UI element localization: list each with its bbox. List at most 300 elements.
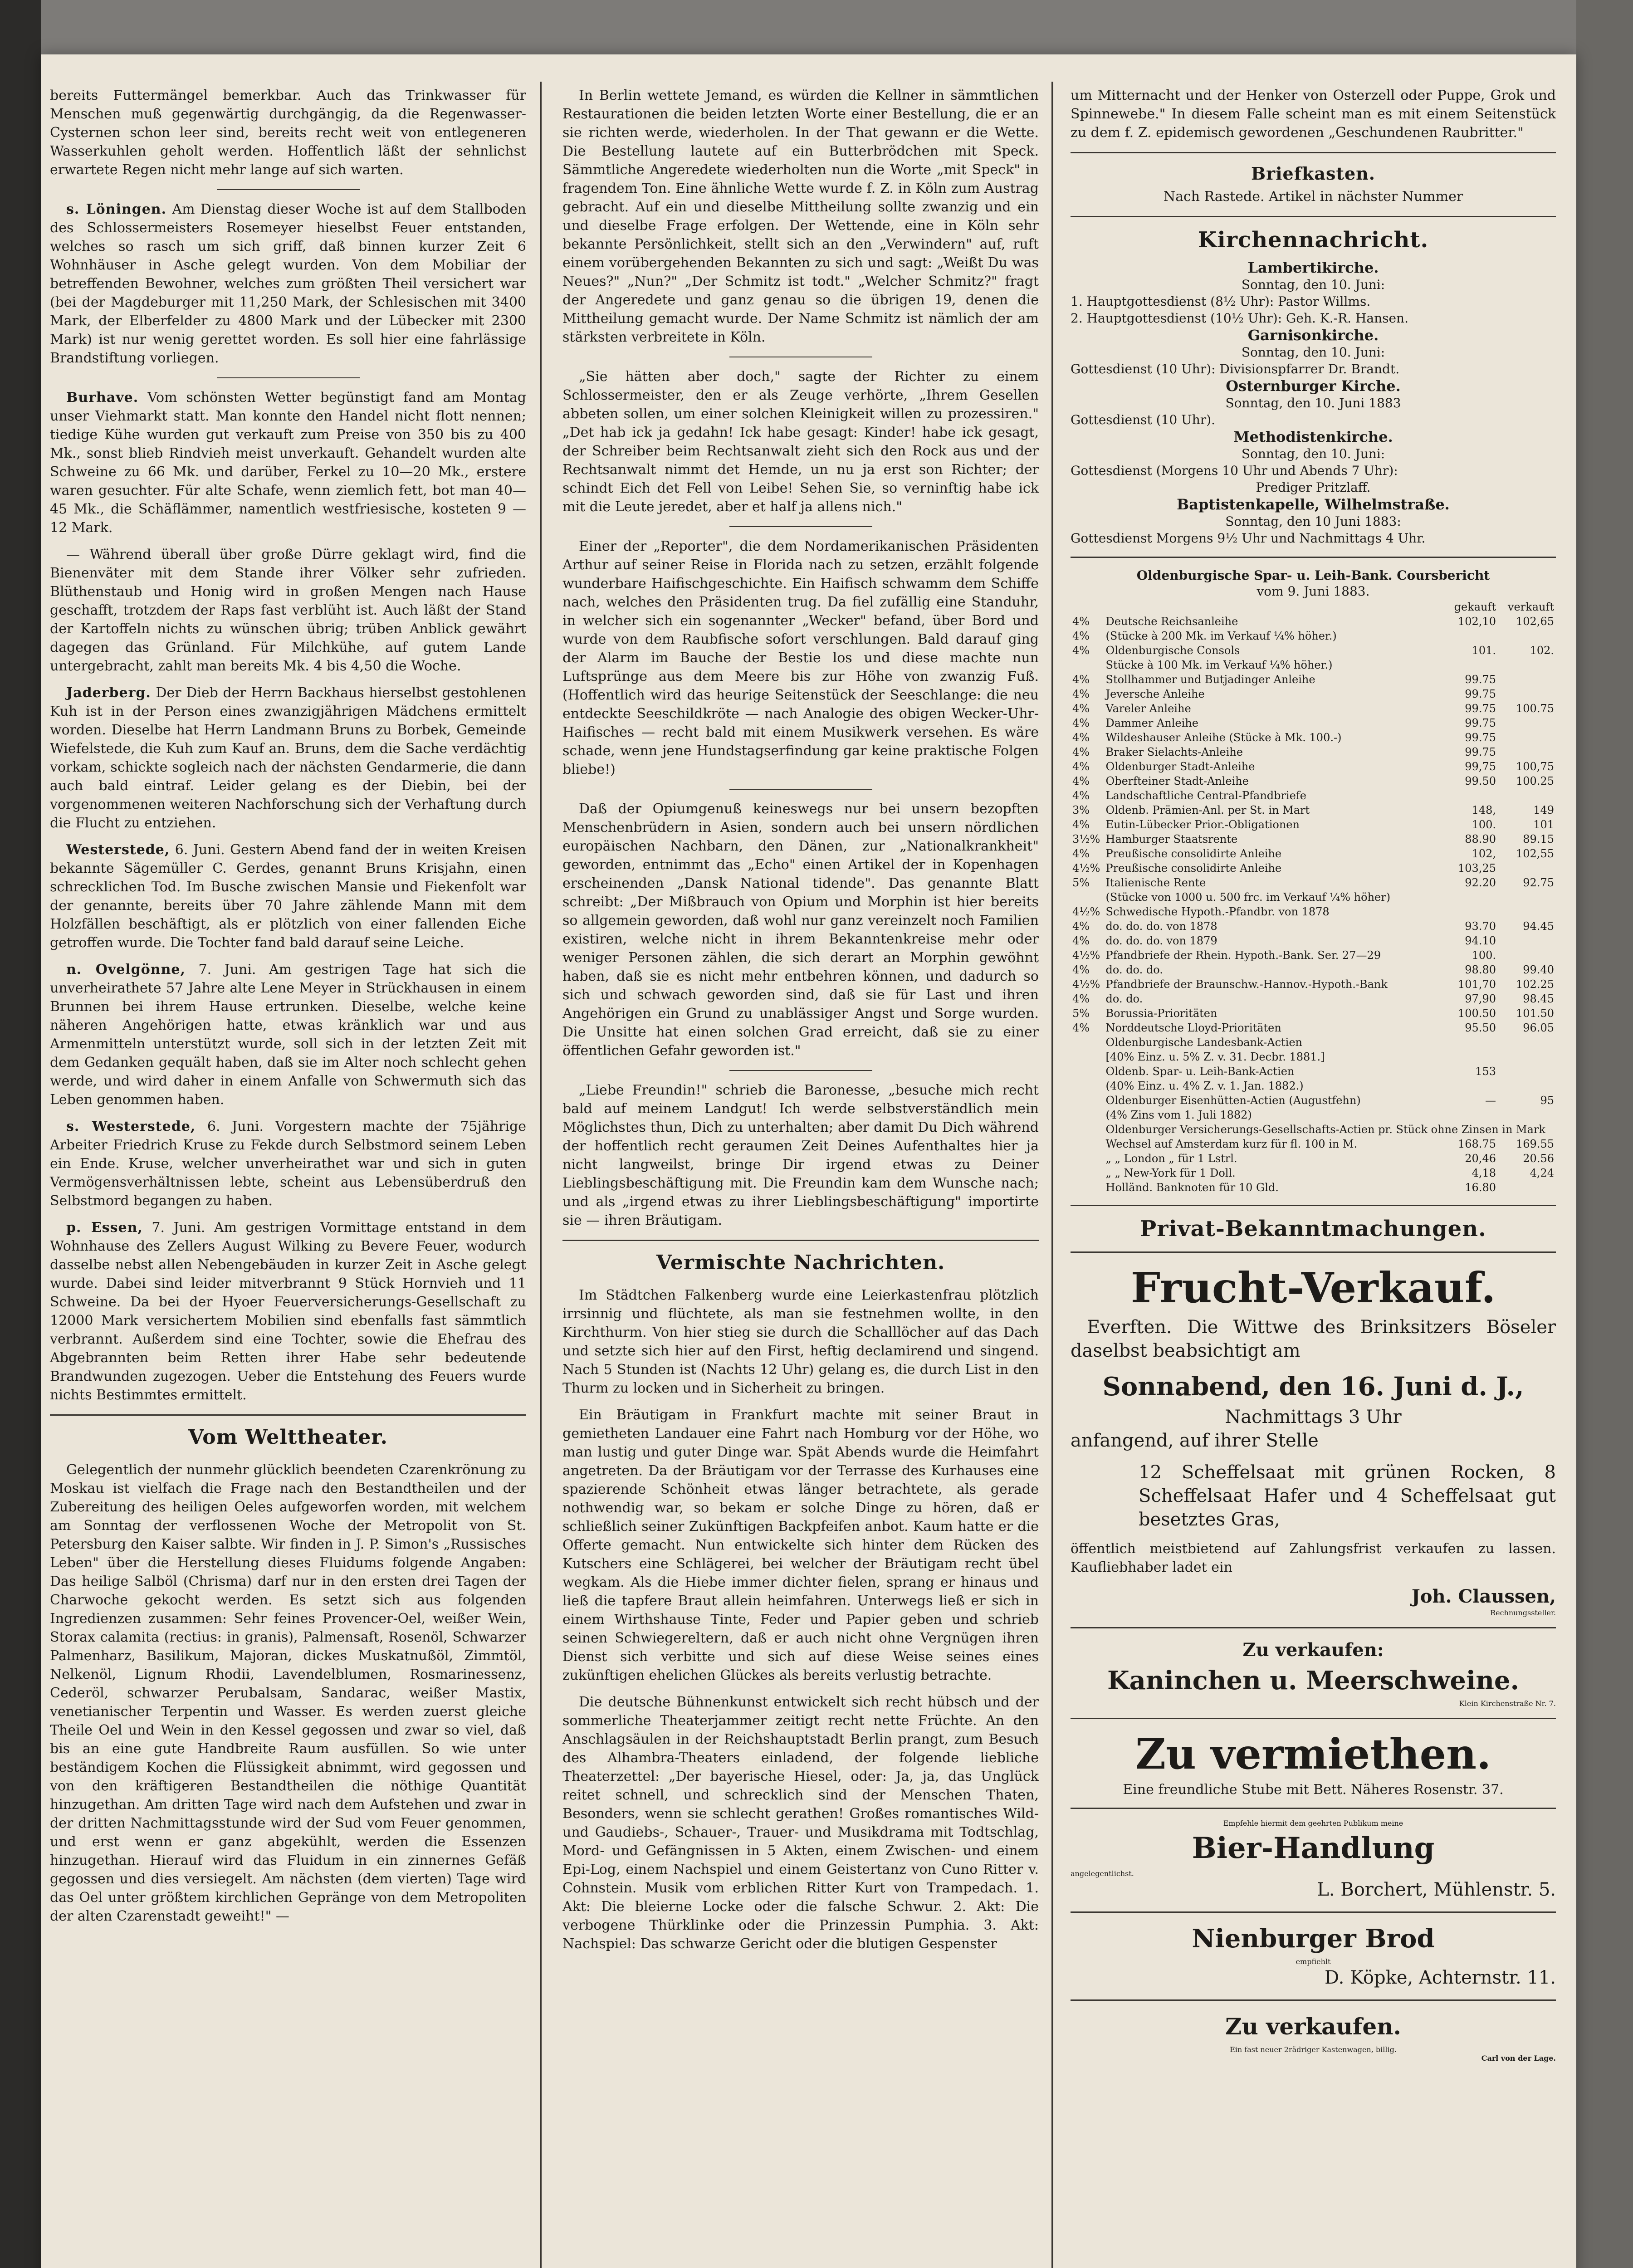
church-service-line: Sonntag, den 10. Juni 1883 xyxy=(1225,396,1401,411)
table-row xyxy=(1071,629,1556,643)
security-name-cell: (4% Zins vom 1. Juli 1882) xyxy=(1105,1109,1252,1121)
ad-kaninchen xyxy=(1071,1638,1556,1708)
security-name-cell: Landschaftliche Central-Pfandbriefe xyxy=(1105,789,1306,802)
rate-cell: 5% xyxy=(1072,876,1090,889)
ad-intro: Empfehle hiermit dem geehrten Publikum meine xyxy=(1223,1819,1403,1828)
sold-price-cell: 102. xyxy=(1530,644,1554,657)
church-service-line: Sonntag, den 10. Juni: xyxy=(1241,446,1385,461)
security-name-cell: Vareler Anleihe xyxy=(1105,702,1191,715)
security-name-cell: [40% Einz. u. 5% Z. v. 31. Decbr. 1881.] xyxy=(1105,1051,1325,1063)
place-name: s. Westerstede, xyxy=(66,1119,196,1134)
bought-price-cell: — xyxy=(1485,1094,1496,1107)
sold-price-cell: 96.05 xyxy=(1523,1022,1554,1034)
article-text: 6. Juni. Gestern Abend fand der in weiten Kreisen bekannte Sägemüller C. Gerdes, genannt Bruns Krisjahn, einen schrecklichen Tod. Im Busche zwischen Mansie und Fiekenfolt war der genannte, bereits über 70 Jahre zählende Mann mit dem Holzfällen beschäftigt, als er plötzlich von einer fallenden Eiche getroffen wurde. Die Tochter fand bald darauf seine Leiche. xyxy=(50,842,526,951)
table-row xyxy=(1071,948,1556,963)
sold-price-cell xyxy=(1498,1108,1556,1122)
article-text: um Mitternacht und der Henker von Osterzell oder Puppe, Grok und Spinnewebe." In diesem Falle scheint man es mit einem Seitenstück zu dem f. Z. epidemisch gewordenen „Geschundenen Raubritter." xyxy=(1071,88,1556,141)
bought-price-cell: 103,25 xyxy=(1458,862,1496,875)
rate-cell: 4% xyxy=(1072,731,1090,744)
table-row xyxy=(1071,963,1556,977)
security-name-cell: Hamburger Staatsrente xyxy=(1105,833,1238,846)
bought-price-cell: 100. xyxy=(1472,949,1496,962)
rate-cell: 4% xyxy=(1072,746,1090,758)
rate-cell xyxy=(1071,1050,1104,1064)
bought-price-cell: 102,10 xyxy=(1458,615,1496,628)
table-row xyxy=(1071,716,1556,730)
ad-title: Zu verkaufen. xyxy=(1225,2013,1401,2040)
section-heading: Vermischte Nachrichten. xyxy=(656,1251,945,1274)
table-row xyxy=(1071,1108,1556,1122)
column-header: gekauft xyxy=(1454,601,1496,613)
divider xyxy=(217,189,360,190)
church-service-line: Sonntag, den 10. Juni: xyxy=(1241,277,1385,292)
bought-price-cell: 99,75 xyxy=(1465,760,1496,773)
ad-signature: Joh. Claussen, xyxy=(1411,1586,1556,1607)
divider xyxy=(1071,1808,1556,1809)
sold-price-cell: 20.56 xyxy=(1523,1152,1554,1165)
column-rule xyxy=(1051,82,1053,2268)
article-text: Der Dieb der Herrn Backhaus hierselbst gestohlenen Kuh ist in der Person eines zwanzigjährigen Mädchens ermittelt worden. Dieselbe hat Herrn Landmann Bruns zu Borbek, Gemeinde Wiefelstede, die Kuh zum Kauf an. Bruns, dem die Sache verdächtig vorkam, schickte sogleich nach der nächsten Gendarmerie, die dann auch bald eintraf. Leider gelang es der Diebin, bei der vorgenommenen weiteren Nachforschung sich der Verhaftung durch die Flucht zu entziehen. xyxy=(50,685,526,831)
bought-price-cell: 102, xyxy=(1472,847,1496,860)
sold-price-cell: 102.25 xyxy=(1516,978,1554,991)
bought-price-cell: 99.75 xyxy=(1465,688,1496,700)
sold-price-cell xyxy=(1498,861,1556,875)
table-row xyxy=(1071,832,1556,846)
security-name-cell: Oldenburgische Consols xyxy=(1105,644,1240,657)
ad-signature: L. Borchert, Mühlenstr. 5. xyxy=(1317,1879,1556,1900)
security-name-cell: Eutin-Lübecker Prior.-Obligationen xyxy=(1105,818,1300,831)
ad-text: Ein fast neuer 2rädriger Kastenwagen, billig. xyxy=(1230,2045,1397,2054)
sold-price-cell: 92.75 xyxy=(1523,876,1554,889)
rate-cell: 5% xyxy=(1072,1007,1090,1020)
divider xyxy=(50,1414,526,1416)
rate-cell xyxy=(1071,1093,1104,1108)
security-name-cell: Wildeshauser Anleihe (Stücke à Mk. 100.-) xyxy=(1105,731,1342,744)
rate-cell: 4% xyxy=(1072,934,1090,947)
bought-price-cell: 20,46 xyxy=(1465,1152,1496,1165)
sold-price-cell: 100,75 xyxy=(1516,760,1554,773)
church-service-line: Gottesdienst Morgens 9½ Uhr und Nachmittags 4 Uhr. xyxy=(1071,531,1426,546)
bank-report-title: Oldenburgische Spar- u. Leih-Bank. Coursbericht xyxy=(1136,568,1490,583)
sold-price-cell: 102,55 xyxy=(1516,847,1554,860)
bought-price-cell: 100.50 xyxy=(1458,1007,1496,1020)
church-name: Garnisonkirche. xyxy=(1247,327,1379,344)
bought-price-cell: 88.90 xyxy=(1465,833,1496,846)
article-text: Die deutsche Bühnenkunst entwickelt sich recht hübsch und der sommerliche Theaterjammer zeitigt recht nette Früchte. An den Anschlagsäulen in der Reichshauptstadt Berlin prangt, zum Besuch des Alhambra-Theaters einladend, der folgende liebliche Theaterzettel: „Der bayerische Hiesel, oder: Ja, ja, das Unglück reitet schnell, und schrecklich sind der Menschen Thaten, Besonders, wenn sie schlecht gerathen! Großes romantisches Wild- und Gaudiebs-, Schauer-, Trauer- und Musikdrama mit Todtschlag, Mord- und Gefängnissen in 5 Akten, einem Zwischen- und einem Epi-Log, einem Nachspiel und einem Geistertanz von Cuno Ritter v. Cohnstein. Musik vom erblichen Ritter Kurt von Trampedach. 1. Akt: Die bleierne Locke oder die falsche Schwur. 2. Akt: Die verbogene Thürklinke oder die Prinzessin Pumphia. 3. Akt: Nachspiel: Das schwarze Gericht oder die blutigen Gespenster xyxy=(562,1694,1039,1952)
article-text: Vom schönsten Wetter begünstigt fand am Montag unser Viehmarkt statt. Man konnte den Handel nicht flott nennen; tiedige Kühe wurden gut verkauft zum Preise von 350 bis zu 400 Mk., sonst blieb Rindvieh meist unverkauft. Gehandelt wurden alte Schweine zu 66 Mk. und darüber, Ferkel zu 10—20 Mk., erstere waren gesuchter. Für alte Schafe, wenn ziemlich fett, bot man 40—45 Mk., die Schäflämmer, namentlich westfriesische, kosteten 9 — 12 Mark. xyxy=(50,390,526,536)
ad-text: anfangend, auf ihrer Stelle xyxy=(1071,1430,1319,1451)
table-row xyxy=(1071,788,1556,803)
ad-time: Nachmittags 3 Uhr xyxy=(1225,1407,1402,1427)
rate-cell: 4% xyxy=(1072,615,1090,628)
ad-items: 12 Scheffelsaat mit grünen Rocken, 8 Scheffelsaat Hafer und 4 Scheffelsaat gut besetztes Gras, xyxy=(1139,1462,1556,1530)
security-name-cell: Holländ. Banknoten für 10 Gld. xyxy=(1105,1181,1279,1194)
article-text: 6. Juni. Vorgestern machte der 75jährige Arbeiter Friedrich Kruse zu Fekde durch Selbstmord seinem Leben ein Ende. Kruse, welcher unverheirathet war und sich in guten Vermögensverhältnissen lebte, scheint aus Lebensüberdruß den Selbstmord begangen zu haben. xyxy=(50,1119,526,1209)
bought-price-cell: 95.50 xyxy=(1465,1022,1496,1034)
column-2 xyxy=(562,86,1039,2268)
place-name: Jaderberg. xyxy=(66,685,151,701)
church-service-line: Gottesdienst (Morgens 10 Uhr und Abends 7 Uhr): xyxy=(1071,463,1398,478)
rate-cell: 4% xyxy=(1072,847,1090,860)
security-name-cell: Jeversche Anleihe xyxy=(1105,688,1205,700)
bought-price-cell: 153 xyxy=(1475,1065,1496,1078)
news-item xyxy=(50,1218,526,1404)
rate-cell: 4½% xyxy=(1072,949,1100,962)
bought-price-cell: 94.10 xyxy=(1465,934,1496,947)
table-row xyxy=(1071,919,1556,934)
church-name: Osternburger Kirche. xyxy=(1226,377,1401,395)
church-news-heading: Kirchennachricht. xyxy=(1198,227,1429,253)
news-item xyxy=(50,200,526,367)
rate-cell: 4½% xyxy=(1072,978,1100,991)
sold-price-cell xyxy=(1498,658,1556,672)
bought-price-cell: 92.20 xyxy=(1465,876,1496,889)
church-name: Lambertikirche. xyxy=(1247,259,1379,276)
divider xyxy=(217,377,360,378)
rate-cell: 4% xyxy=(1072,818,1090,831)
bought-price-cell: 93.70 xyxy=(1465,920,1496,933)
security-name-cell: Borussia-Prioritäten xyxy=(1105,1007,1217,1020)
article-text: „Sie hätten aber doch," sagte der Richter zu einem Schlossermeister, den er als Zeuge verhörte, „Ihrem Gesellen abbeten sollen, um einer solchen Kleinigkeit willen zu prozessiren." „Det hab ick ja gedahn! Ick habe gesagt: Kinder! habe ick gesagt, der Schreiber beim Rechtsanwalt zieht sich den Rock aus und der Rechtsanwalt nimmt det Hemde, un nu ja erst son Richter; der schindt Eich det Fell von Leibe! Sehen Sie, so verninftig habe ick mit die Leute jeredet, aber et half ja allens nich." xyxy=(562,369,1039,515)
rate-cell xyxy=(1071,1035,1104,1050)
bought-price-cell xyxy=(1440,904,1498,919)
ad-date: Sonnabend, den 16. Juni d. J., xyxy=(1102,1372,1524,1402)
ad-title: Nienburger Brod xyxy=(1192,1924,1435,1954)
security-name-cell: Oldenburger Versicherungs-Gesellschafts-Actien pr. Stück ohne Zinsen in Mark xyxy=(1105,1123,1545,1136)
table-row xyxy=(1071,672,1556,687)
bought-price-cell xyxy=(1440,1108,1498,1122)
security-name-cell: Pfandbriefe der Rhein. Hypoth.-Bank. Ser. 27—29 xyxy=(1105,949,1381,962)
divider xyxy=(1071,557,1556,558)
sold-price-cell xyxy=(1498,1035,1556,1050)
table-row xyxy=(1071,1166,1556,1180)
church-services xyxy=(1071,259,1556,547)
security-name-cell: Oldenburger Eisenhütten-Actien (Augustfehn) xyxy=(1105,1094,1361,1107)
ad-title: Kaninchen u. Meerschweine. xyxy=(1107,1666,1520,1696)
news-item xyxy=(50,841,526,952)
church-service-line: 2. Hauptgottesdienst (10½ Uhr): Geh. K.-R. Hansen. xyxy=(1071,311,1408,326)
rate-cell: 4% xyxy=(1072,992,1090,1005)
sold-price-cell xyxy=(1498,672,1556,687)
rate-cell: 4% xyxy=(1072,1022,1090,1034)
security-name-cell: Oberfteiner Stadt-Anleihe xyxy=(1105,775,1249,787)
security-name-cell: (Stücke à 200 Mk. im Verkauf ¼% höher.) xyxy=(1105,630,1337,642)
ad-nienburger-brod xyxy=(1071,1923,1556,1989)
rate-cell: 4% xyxy=(1072,673,1090,686)
security-name-cell: Oldenburgische Landesbank-Actien xyxy=(1105,1036,1302,1049)
rate-cell: 4½% xyxy=(1072,862,1100,875)
table-row xyxy=(1071,1064,1556,1079)
exchange-rate-table xyxy=(1071,600,1556,1195)
sold-price-cell xyxy=(1498,687,1556,701)
bought-price-cell xyxy=(1440,629,1498,643)
bought-price-cell xyxy=(1440,890,1498,904)
security-name-cell: Stücke à 100 Mk. im Verkauf ¼% höher.) xyxy=(1105,659,1333,671)
bought-price-cell: 99.75 xyxy=(1465,673,1496,686)
church-service-line: Prediger Pritzlaff. xyxy=(1256,480,1371,495)
bought-price-cell xyxy=(1440,788,1498,803)
place-name: Westerstede, xyxy=(66,842,170,858)
table-row xyxy=(1071,1180,1556,1195)
security-name-cell: Stollhammer und Butjadinger Anleihe xyxy=(1105,673,1315,686)
rate-cell xyxy=(1071,658,1104,672)
church-name: Baptistenkapelle, Wilhelmstraße. xyxy=(1177,496,1450,513)
table-row xyxy=(1071,1122,1556,1137)
security-name-cell: Italienische Rente xyxy=(1105,876,1206,889)
ad-heading: Zu verkaufen: xyxy=(1242,1639,1384,1661)
bought-price-cell: 97,90 xyxy=(1465,992,1496,1005)
bank-report-date: vom 9. Juni 1883. xyxy=(1257,584,1370,599)
table-row xyxy=(1071,730,1556,745)
table-row xyxy=(1071,1035,1556,1050)
security-name-cell: (40% Einz. u. 4% Z. v. 1. Jan. 1882.) xyxy=(1105,1080,1304,1092)
table-row xyxy=(1071,1093,1556,1108)
divider xyxy=(1071,1999,1556,2001)
rate-cell xyxy=(1071,1137,1104,1151)
security-name-cell: Pfandbriefe der Braunschw.-Hannov.-Hypoth.-Bank xyxy=(1105,978,1388,991)
sold-price-cell xyxy=(1498,788,1556,803)
divider xyxy=(1071,1627,1556,1628)
table-row xyxy=(1071,614,1556,629)
briefkasten-text: Nach Rastede. Artikel in nächster Nummer xyxy=(1163,189,1463,205)
security-name-cell: Deutsche Reichsanleihe xyxy=(1105,615,1238,628)
sold-price-cell: 4,24 xyxy=(1530,1167,1554,1179)
divider xyxy=(729,789,872,790)
security-name-cell: do. do. do. von 1878 xyxy=(1105,920,1217,933)
page-edge xyxy=(1576,0,1633,2268)
bought-price-cell: 148, xyxy=(1472,804,1496,816)
rate-cell: 4% xyxy=(1072,630,1090,642)
ad-text: empfiehlt xyxy=(1296,1957,1331,1966)
bought-price-cell: 99.75 xyxy=(1465,746,1496,758)
sold-price-cell: 94.45 xyxy=(1523,920,1554,933)
security-name-cell: Oldenb. Prämien-Anl. per St. in Mart xyxy=(1105,804,1310,816)
bought-price-cell: 101. xyxy=(1472,644,1496,657)
ad-signature: Carl von der Lage. xyxy=(1481,2054,1556,2063)
rate-cell: 4½% xyxy=(1072,905,1100,918)
security-name-cell: „ „ New-York für 1 Doll. xyxy=(1105,1167,1236,1179)
security-name-cell: Oldenburger Stadt-Anleihe xyxy=(1105,760,1255,773)
ad-bier-handlung xyxy=(1071,1819,1556,1901)
sold-price-cell: 101 xyxy=(1533,818,1554,831)
rate-cell xyxy=(1071,1180,1104,1195)
table-row xyxy=(1071,643,1556,658)
table-row xyxy=(1071,803,1556,817)
table-row xyxy=(1071,774,1556,788)
bought-price-cell: 99.75 xyxy=(1465,702,1496,715)
rate-cell: 4% xyxy=(1072,920,1090,933)
ad-vermiethen xyxy=(1071,1729,1556,1798)
church-service-line: Sonntag, den 10. Juni: xyxy=(1241,345,1385,360)
security-name-cell: Wechsel auf Amsterdam kurz für fl. 100 in M. xyxy=(1105,1138,1358,1150)
sold-price-cell: 100.75 xyxy=(1516,702,1554,715)
table-row xyxy=(1071,1079,1556,1093)
rate-cell xyxy=(1071,1064,1104,1079)
rate-cell: 4% xyxy=(1072,644,1090,657)
divider xyxy=(1071,1718,1556,1719)
bought-price-cell: 101,70 xyxy=(1458,978,1496,991)
bought-price-cell: 16.80 xyxy=(1465,1181,1496,1194)
rate-cell xyxy=(1071,1108,1104,1122)
table-row xyxy=(1071,1006,1556,1021)
table-row xyxy=(1071,687,1556,701)
sold-price-cell xyxy=(1498,1180,1556,1195)
rate-cell: 4% xyxy=(1072,775,1090,787)
section-heading: Vom Welttheater. xyxy=(188,1426,388,1449)
security-name-cell: Preußische consolidirte Anleihe xyxy=(1105,862,1282,875)
rate-cell: 4% xyxy=(1072,760,1090,773)
bought-price-cell: 4,18 xyxy=(1472,1167,1496,1179)
rate-cell: 4% xyxy=(1072,688,1090,700)
security-name-cell: Preußische consolidirte Anleihe xyxy=(1105,847,1282,860)
article-text: bereits Futtermängel bemerkbar. Auch das Trinkwasser für Menschen muß gegenwärtig durchgängig, da die Regenwasser-Cysternen schon leer sind, bereits recht weit von entlegeneren Wasserkuhlen geholt werden. Hoffentlich läßt der sehnlichst erwartete Regen nicht mehr lange auf sich warten. xyxy=(50,88,526,178)
ad-title: Frucht-Verkauf. xyxy=(1130,1263,1496,1312)
ad-kastenwagen xyxy=(1071,2011,1556,2063)
column-rule xyxy=(540,82,542,2268)
article-text: In Berlin wettete Jemand, es würden die Kellner in sämmtlichen Restaurationen die beiden letzten Worte einer Bestellung, die er an sie richten werde, wiederholen. In der That gewann er die Wette. Die Bestellung lautete auf ein Butterbrödchen mit Speck. Sämmtliche Angeredete wiederholten nun die Worte „mit Speck" in fragendem Ton. Eine ähnliche Wette wurde f. Z. in Köln zum Austrag gebracht. Auf ein und dieselbe Mittheilung sollte zwanzig und ein und dieselbe Frage erfolgen. Der Wettende, eine in Köln sehr bekannte Persönlichkeit, stellt sich an den „Verwindern" auf, ruft einem vorübergehenden Bekannten zu sich und sagt: „Weißt Du was Neues?" „Nun?" „Der Schmitz ist todt." „Welcher Schmitz?" fragt der Angeredete und ganz genau so die übrigen 19, denen die Mittheilung gemacht wurde. Der Name Schmitz ist nämlich der am stärksten verbreitete in Köln. xyxy=(562,88,1039,345)
sold-price-cell xyxy=(1498,716,1556,730)
bought-price-cell: 99.50 xyxy=(1465,775,1496,787)
article-text: 7. Juni. Am gestrigen Vormittage entstand in dem Wohnhause des Zellers August Wilking zu Bevere Feuer, wodurch dasselbe nebst allen Nebengebäuden in kurzer Zeit in Asche gelegt wurde. Dabei sind leider mitverbrannt 9 Stück Hornvieh und 11 Schweine. Da bei der Hyoer Feuerversicherungs-Gesellschaft zu 12000 Mark versichertem Mobilien sind ebenfalls fast sämmtlich verbrannt. Außerdem sind eine Tochter, sowie die Ehefrau des Abgebrannten beim Retten ihrer Habe sehr bedeutende Brandwunden zugezogen. Ueber die Entstehung des Feuers wurde nichts Bestimmtes ermittelt. xyxy=(50,1220,526,1403)
bought-price-cell xyxy=(1440,1050,1498,1064)
table-row xyxy=(1071,904,1556,919)
ad-frucht-verkauf xyxy=(1071,1263,1556,1617)
column-1 xyxy=(50,86,526,2268)
bought-price-cell xyxy=(1440,1035,1498,1050)
table-row xyxy=(1071,861,1556,875)
article-text: Im Städtchen Falkenberg wurde eine Leierkastenfrau plötzlich irrsinnig und flüchtete, als man sie festnehmen wollte, in den Kirchthurm. Von hier stieg sie durch die Schalllöcher auf das Dach und setzte sich hier auf den First, heftig declamirend und singend. Nach 5 Stunden ist (Nachts 12 Uhr) gelang es, die durch List in den Thurm zu locken und in Sicherheit zu bringen. xyxy=(562,1287,1039,1396)
newspaper-page xyxy=(41,54,1576,2268)
table-row xyxy=(1071,658,1556,672)
book-spine xyxy=(0,0,41,2268)
ad-text: Everften. Die Wittwe des Brinksitzers Böseler daselbst beabsichtigt am xyxy=(1071,1317,1556,1361)
private-notices-heading: Privat-Bekanntmachungen. xyxy=(1140,1216,1486,1242)
sold-price-cell xyxy=(1498,1064,1556,1079)
news-item xyxy=(50,1117,526,1210)
rate-cell: 4% xyxy=(1072,702,1090,715)
place-name: s. Löningen. xyxy=(66,201,167,217)
security-name-cell: „ „ London „ für 1 Lstrl. xyxy=(1105,1152,1237,1165)
sold-price-cell: 95 xyxy=(1540,1094,1554,1107)
divider xyxy=(1071,152,1556,153)
ad-title: Zu vermiethen. xyxy=(1135,1730,1491,1779)
ad-text: öffentlich meistbietend auf Zahlungsfrist verkaufen zu lassen. Kaufliebhaber ladet ein xyxy=(1071,1541,1556,1575)
sold-price-cell xyxy=(1498,1079,1556,1093)
bought-price-cell: 98.80 xyxy=(1465,963,1496,976)
place-name: p. Essen, xyxy=(66,1220,143,1236)
security-name-cell: Oldenb. Spar- u. Leih-Bank-Actien xyxy=(1105,1065,1295,1078)
news-item xyxy=(50,388,526,537)
sold-price-cell xyxy=(1498,730,1556,745)
rate-cell xyxy=(1071,1122,1104,1137)
table-row xyxy=(1071,817,1556,832)
security-name-cell: Norddeutsche Lloyd-Prioritäten xyxy=(1105,1022,1281,1034)
table-row xyxy=(1071,890,1556,904)
news-item xyxy=(50,960,526,1109)
sold-price-cell: 149 xyxy=(1533,804,1554,816)
bought-price-cell xyxy=(1440,1079,1498,1093)
ad-signature-title: Rechnungssteller. xyxy=(1490,1608,1556,1617)
table-row xyxy=(1071,846,1556,861)
sold-price-cell xyxy=(1498,629,1556,643)
sold-price-cell: 100.25 xyxy=(1516,775,1554,787)
ad-title: Bier-Handlung xyxy=(1192,1831,1435,1865)
sold-price-cell xyxy=(1498,934,1556,948)
divider xyxy=(1071,1251,1556,1253)
security-name-cell: (Stücke von 1000 u. 500 frc. im Verkauf ¼% höher) xyxy=(1105,891,1391,904)
article-text: Am Dienstag dieser Woche ist auf dem Stallboden des Schlossermeisters Rosemeyer hieselbst Feuer entstanden, welches so rasch um sich griff, daß binnen kurzer Zeit 6 Wohnhäuser in Asche gelegt wurden. Von dem Mobiliar der betreffenden Bewohner, welches zum größten Theil versichert war (bei der Magdeburger mit 11,250 Mark, der Schlesischen mit 3400 Mark, der Elberfelder zu 4800 Mark und der Lübecker mit 2300 Mark) ist nur wenig gerettet worden. Es soll hier eine fahrlässige Brandstiftung vorliegen. xyxy=(50,201,526,366)
rate-cell: 4% xyxy=(1072,789,1090,802)
article-text: 7. Juni. Am gestrigen Tage hat sich die unverheirathete 57 Jahre alte Lene Meyer in Strückhausen in einem Brunnen bei ihrem Hause ertrunken. Dieselbe, welche keine näheren Angehörigen hatte, etwas kränklich war und aus Armenmitteln unterstützt wurde, soll sich in der letzten Zeit mit dem Gedanken gequält haben, daß sie im Alter noch schlecht gehen werde, und wird daher in einem Anfalle von Schwermuth sich das Leben genommen haben. xyxy=(50,962,526,1108)
briefkasten-heading: Briefkasten. xyxy=(1251,163,1376,184)
sold-price-cell: 89.15 xyxy=(1523,833,1554,846)
news-item xyxy=(50,684,526,832)
sold-price-cell: 169.55 xyxy=(1516,1138,1554,1150)
table-row xyxy=(1071,934,1556,948)
rate-cell xyxy=(1071,1151,1104,1166)
rate-cell: 3% xyxy=(1072,804,1090,816)
security-name-cell: Braker Sielachts-Anleihe xyxy=(1105,746,1243,758)
divider xyxy=(562,1240,1039,1241)
bought-price-cell: 99.75 xyxy=(1465,731,1496,744)
security-name-cell: do. do. do. xyxy=(1105,963,1163,976)
sold-price-cell xyxy=(1498,1050,1556,1064)
divider xyxy=(1071,216,1556,217)
rate-cell: 3½% xyxy=(1072,833,1100,846)
table-row xyxy=(1071,701,1556,716)
article-text: Gelegentlich der nunmehr glücklich beendeten Czarenkrönung zu Moskau ist vielfach die Frage nach den Bestandtheilen und der Zubereitung des heiligen Oeles aufgeworfen worden, mit welchem am Sonntag der verflossenen Woche der Metropolit von St. Petersburg den Kaiser salbte. Wir finden in J. P. Simon's „Russisches Leben" über die Herstellung dieses Fluidums folgende Angaben: Das heilige Salböl (Chrisma) darf nur in den ersten drei Tagen der Charwoche gekocht werden. Es setzt sich aus folgenden Ingredienzen zusammen: Sehr feines Provencer-Oel, weißer Wein, Storax calamita (rectius: in granis), Palmensaft, Rosenöl, Schwarzer Palmenharz, Basilikum, Majoran, dickes Muskatnußöl, Zimmtöl, Nelkenöl, Lignum Rhodii, Lavendelblumen, Rosmarinessenz, Cederöl, schwarzer Perubalsam, Sandarac, weißer Mastix, venetianischer Terpentin und Wasser. Es werden zuerst gleiche Theile Oel und Wein in den Kessel gegossen und zwar so viel, daß bis an eine gute Handbreite Raum ausfüllen. So wie unter beständigem Kochen die Flüssigkeit abnimmt, wird gegossen und von den kräftigeren Bestandtheilen die nöthige Quantität hinzugethan. Am dritten Tage wird nach dem Aufstehen und zwar in der dritten Nachmittagsstunde wird der Sud vom Feuer genommen, und erst wenn er ganz abgekühlt, werden die Essenzen hinzugethan. Hierauf wird das Fluidum in ein zinnernes Gefäß gegossen und dies versiegelt. Am nächsten (dem vierten) Tage wird das Oel unter größtem kirchlichen Gepränge von dem Metropoliten der alten Czarenstadt geweiht!" — xyxy=(50,1462,526,1924)
ad-text: Eine freundliche Stube mit Bett. Näheres Rosenstr. 37. xyxy=(1123,1782,1504,1798)
article-text: — Während überall über große Dürre geklagt wird, find die Bienenväter mit dem Stande ihrer Völker sehr zufrieden. Blüthenstaub und Honig wird in großen Mengen nach Hause geschafft, trotzdem der Raps fast verblüht ist. Auch läßt der Stand der Kartoffeln nichts zu wünschen übrig; trüben Anblick gewährt dagegen das Grünland. Für Milchkühe, auf gutem Lande untergebracht, zahlt man bereits Mk. 4 bis 4,50 die Woche. xyxy=(50,547,526,674)
rate-cell xyxy=(1071,1166,1104,1180)
security-name-cell: Schwedische Hypoth.-Pfandbr. von 1878 xyxy=(1105,905,1330,918)
table-row xyxy=(1071,992,1556,1006)
church-service-line: Gottesdienst (10 Uhr). xyxy=(1071,412,1215,427)
divider xyxy=(1071,1205,1556,1206)
table-row xyxy=(1071,977,1556,992)
rate-cell xyxy=(1071,1079,1104,1093)
column-3 xyxy=(1071,86,1556,2268)
church-service-line: 1. Hauptgottesdienst (8½ Uhr): Pastor Willms. xyxy=(1071,294,1371,309)
divider xyxy=(1071,1911,1556,1913)
rate-cell: 4% xyxy=(1072,963,1090,976)
rate-cell: 4% xyxy=(1072,717,1090,729)
table-row xyxy=(1071,759,1556,774)
bought-price-cell: 168.75 xyxy=(1458,1138,1496,1150)
divider xyxy=(729,526,872,527)
table-row xyxy=(1071,1151,1556,1166)
sold-price-cell xyxy=(1498,948,1556,963)
sold-price-cell xyxy=(1498,904,1556,919)
place-name: Burhave. xyxy=(66,390,139,406)
ad-address: Klein Kirchenstraße Nr. 7. xyxy=(1459,1699,1556,1708)
church-service-line: Sonntag, den 10 Juni 1883: xyxy=(1225,514,1401,529)
article-text: Einer der „Reporter", die dem Nordamerikanischen Präsidenten Arthur auf seiner Reise in Florida nach zu setzen, erzählt folgende wunderbare Haifischgeschichte. Ein Haifisch schwamm dem Schiffe nach, welches den Präsidenten trug. Da fiel zufällig eine Standuhr, in welcher sich ein sogenannter „Wecker" befand, über Bord und wurde von dem Raubfische sofort verschlungen. Bald darauf ging der Alarm im Bauche der Bestie los und diese machte nun Luftsprünge aus dem Meere bis zur Höhe von zwanzig Fuß. (Hoffentlich wird das heurige Seitenstück der Seeschlange: die neu entdeckte Seeschildkröte — nach Analogie des obigen Wecker-Uhr-Haifisches — recht bald mit einem Musikwerk versehen. Es wäre schade, wenn jene Hundstagserfindung gar keine praktische Folgen bliebe!) xyxy=(562,538,1039,777)
church-service-line: Gottesdienst (10 Uhr): Divisionspfarrer Dr. Brandt. xyxy=(1071,362,1400,376)
column-header: verkauft xyxy=(1507,601,1554,613)
table-row xyxy=(1071,875,1556,890)
sold-price-cell xyxy=(1498,745,1556,759)
article-text: „Liebe Freundin!" schrieb die Baronesse, „besuche mich recht bald auf meinem Landgut! Ich werde selbstverständlich mein Möglichstes thun, Dich zu unterhalten; aber damit Du Dich während der hoffentlich recht geraumen Zeit Deines Aufenthaltes hier ja nicht langweilst, bringe Dir irgend etwas zu Deiner Lieblingsbeschäftigung mit. Die Freundin kam dem Wunsche nach; und als „irgend etwas zu ihrer Lieblingsbeschäftigung" importirte sie — ihren Bräutigam. xyxy=(562,1082,1039,1228)
sold-price-cell: 102,65 xyxy=(1516,615,1554,628)
table-row xyxy=(1071,1021,1556,1035)
bought-price-cell: 99.75 xyxy=(1465,717,1496,729)
article-text: Ein Bräutigam in Frankfurt machte mit seiner Braut in gemietheten Landauer eine Fahrt nach Homburg vor der Höhe, wo man lustig und guter Dinge war. Spät Abends wurde die Heimfahrt angetreten. Da der Bräutigam vor der Terrasse des Kurhauses eine spazierende Schönheit etwas länger betrachtete, als gerade nothwendig war, so bekam er solche Dinge zu hören, daß er schließlich seiner Zukünftigen Backpfeifen anbot. Kaum hatte er die Offerte gemacht. Nun entwickelte sich hinter dem Rücken des Kutschers eine Schlägerei, bei welcher der Bräutigam recht übel wegkam. Als die Hiebe immer dichter fielen, sprang er hinaus und ließ die tapfere Braut allein heimfahren. Unterwegs ließ er sich in einem Wirthshause Tinte, Feder und Papier geben und schrieb seinen Schwiegereltern, daß er auch nicht ohne Vergnügen ihren Dienst sich verbitte und sich auf diese Weise seines eines zukünftigen ehelichen Glückes als bereits verlustig betrachte. xyxy=(562,1407,1039,1683)
rate-cell xyxy=(1071,890,1104,904)
sold-price-cell xyxy=(1498,890,1556,904)
ad-text: angelegentlichst. xyxy=(1071,1869,1134,1878)
sold-price-cell: 99.40 xyxy=(1523,963,1554,976)
